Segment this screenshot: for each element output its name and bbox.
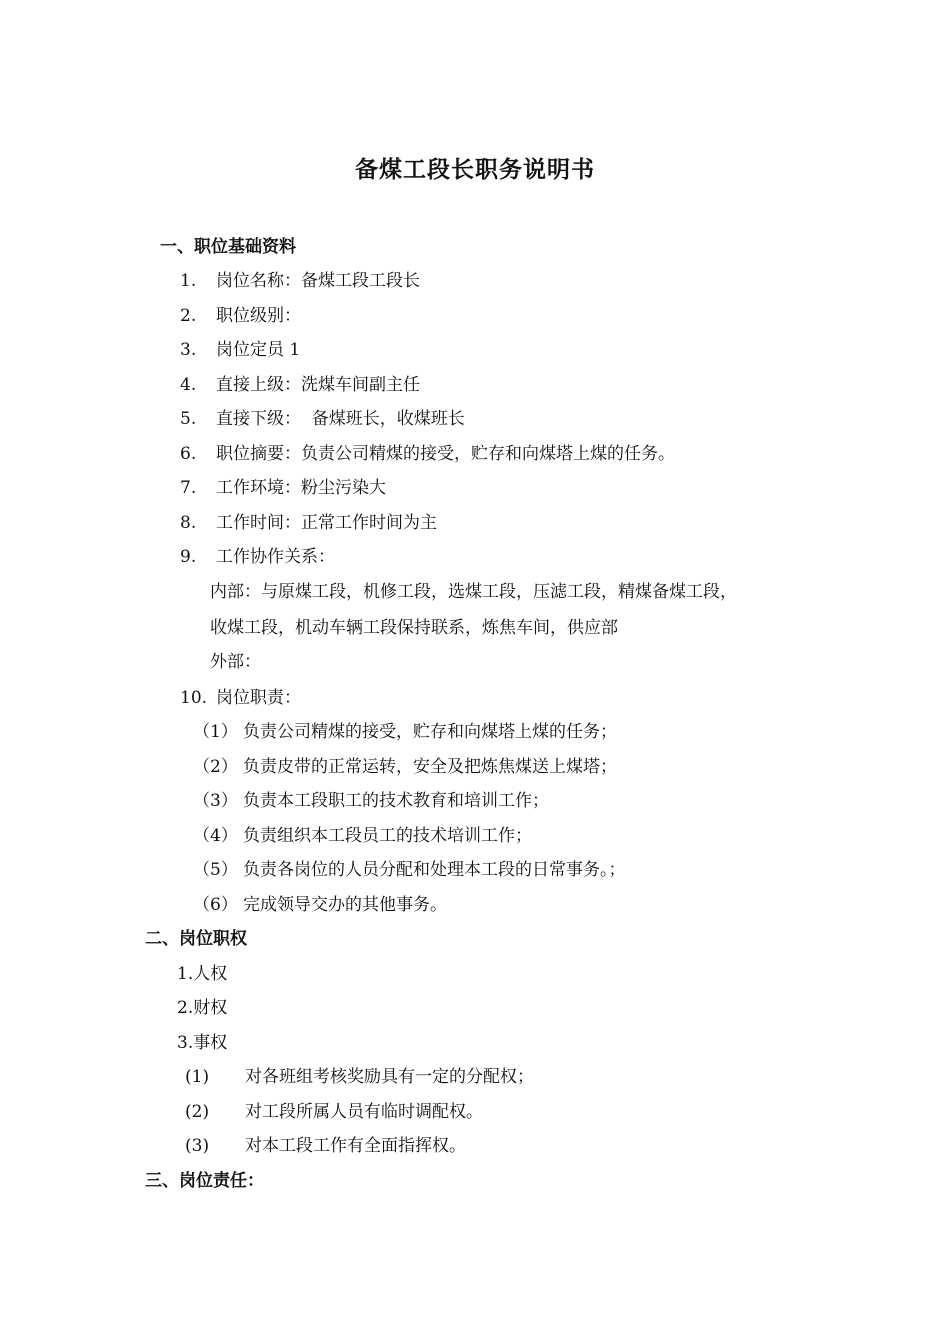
list-item xyxy=(180,511,437,535)
document-title: 备煤工段长职务说明书 xyxy=(355,157,595,183)
duty-text: 负责各岗位的人员分配和处理本工段的日常事务。； xyxy=(243,860,626,880)
duty-number: （5） xyxy=(193,860,238,880)
power-text: 对工段所属人员有临时调配权。 xyxy=(245,1102,483,1122)
list-item xyxy=(180,304,301,328)
item-text: 岗位名称：备煤工段工段长 xyxy=(216,271,420,291)
duty-item xyxy=(193,858,626,882)
item-number: 10. xyxy=(180,688,208,708)
item-text: 职位级别： xyxy=(216,306,301,326)
duty-text: 负责公司精煤的接受，贮存和向煤塔上煤的任务； xyxy=(243,722,617,742)
item-text: 工作时间：正常工作时间为主 xyxy=(216,513,437,533)
item-number: 3. xyxy=(180,340,197,360)
item-number: 1. xyxy=(180,271,197,291)
section-heading: 三、岗位责任： xyxy=(145,1171,264,1191)
power-number: (3) xyxy=(185,1136,210,1156)
power-item xyxy=(185,1100,483,1124)
list-item xyxy=(180,407,465,431)
list-item xyxy=(180,476,386,500)
duty-text: 负责皮带的正常运转，安全及把炼焦煤送上煤塔； xyxy=(243,757,617,777)
item-text: 直接下级： 备煤班长，收煤班长 xyxy=(216,409,465,429)
duty-text: 完成领导交办的其他事务。 xyxy=(243,895,447,915)
duty-number: （1） xyxy=(193,722,238,742)
item-number: 5. xyxy=(180,409,197,429)
power-text: 对本工段工作有全面指挥权。 xyxy=(245,1136,466,1156)
duty-number: （6） xyxy=(193,895,238,915)
item-number: 7. xyxy=(180,478,197,498)
item-number: 9. xyxy=(180,547,197,567)
power-item xyxy=(185,1065,534,1089)
power-text: 对各班组考核奖励具有一定的分配权； xyxy=(245,1067,534,1087)
list-item xyxy=(180,269,420,293)
power-item xyxy=(185,1134,466,1158)
item-number: 6. xyxy=(180,444,197,464)
duty-number: （2） xyxy=(193,757,238,777)
item-text: 工作环境：粉尘污染大 xyxy=(216,478,386,498)
list-item xyxy=(180,686,301,710)
list-item xyxy=(180,545,335,569)
list-item: 3.事权 xyxy=(177,1033,228,1053)
list-item: 1.人权 xyxy=(177,964,228,984)
item-text: 直接上级：洗煤车间副主任 xyxy=(216,375,420,395)
cooperation-internal-line: 内部：与原煤工段，机修工段，选煤工段，压滤工段，精煤备煤工段， xyxy=(210,582,737,602)
list-item xyxy=(180,442,675,466)
item-number: 2. xyxy=(180,306,197,326)
duty-text: 负责组织本工段员工的技术培训工作； xyxy=(243,826,532,846)
duty-item xyxy=(193,893,447,917)
duty-item xyxy=(193,720,617,744)
section-heading: 二、岗位职权 xyxy=(145,929,247,949)
cooperation-external-line: 外部： xyxy=(210,652,261,672)
item-text: 岗位职责： xyxy=(216,688,301,708)
item-number: 4. xyxy=(180,375,197,395)
item-text: 岗位定员 1 xyxy=(216,340,301,360)
duty-item xyxy=(193,755,617,779)
duty-item xyxy=(193,824,532,848)
duty-number: （4） xyxy=(193,826,238,846)
section-heading: 一、职位基础资料 xyxy=(160,237,296,257)
item-number: 8. xyxy=(180,513,197,533)
power-number: (1) xyxy=(185,1067,210,1087)
item-text: 职位摘要：负责公司精煤的接受，贮存和向煤塔上煤的任务。 xyxy=(216,444,675,464)
duty-text: 负责本工段职工的技术教育和培训工作； xyxy=(243,791,549,811)
list-item xyxy=(180,338,300,362)
list-item: 2.财权 xyxy=(177,998,228,1018)
list-item xyxy=(180,373,420,397)
duty-item xyxy=(193,789,549,813)
item-text: 工作协作关系： xyxy=(216,547,335,567)
duty-number: （3） xyxy=(193,791,238,811)
power-number: (2) xyxy=(185,1102,210,1122)
cooperation-internal-line: 收煤工段，机动车辆工段保持联系，炼焦车间，供应部 xyxy=(210,618,618,638)
